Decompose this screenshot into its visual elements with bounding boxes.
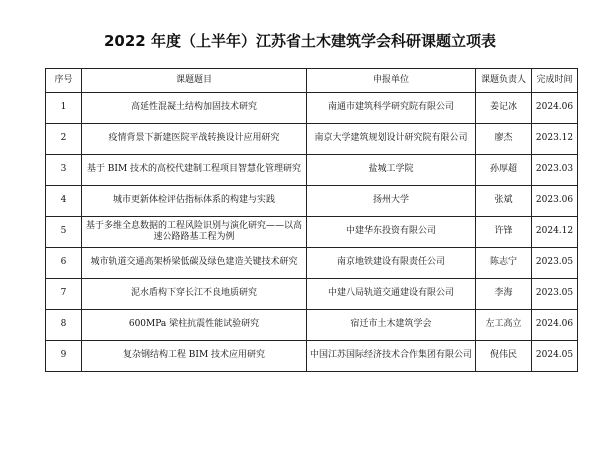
header-leader: 课题负责人: [476, 69, 532, 93]
table-header-row: [46, 69, 578, 93]
project-table: [45, 68, 578, 372]
row-leader: 陈志宁: [476, 248, 532, 279]
row-index: 5: [46, 217, 82, 248]
row-index: 6: [46, 248, 82, 279]
header-topic: 课题题目: [82, 69, 307, 93]
table-row: [46, 93, 578, 124]
table-row: [46, 186, 578, 217]
header-date: 完成时间: [532, 69, 578, 93]
row-index: 8: [46, 310, 82, 341]
row-unit: 南京大学建筑规划设计研究院有限公司: [307, 124, 476, 155]
row-topic: 城市更新体检评估指标体系的构建与实践: [82, 186, 307, 217]
page-title: 2022 年度（上半年）江苏省土木建筑学会科研课题立项表: [104, 32, 496, 50]
row-topic: 600MPa 梁柱抗震性能试验研究: [82, 310, 307, 341]
row-date: 2023.03: [532, 155, 578, 186]
row-index: 2: [46, 124, 82, 155]
table-row: [46, 217, 578, 248]
row-date: 2023.05: [532, 279, 578, 310]
row-unit: 扬州大学: [307, 186, 476, 217]
row-unit: 中国江苏国际经济技术合作集团有限公司: [307, 341, 476, 372]
row-leader: 廖杰: [476, 124, 532, 155]
row-index: 1: [46, 93, 82, 124]
table-row: [46, 310, 578, 341]
table-row: [46, 341, 578, 372]
row-unit: 宿迁市土木建筑学会: [307, 310, 476, 341]
row-unit: 盐城工学院: [307, 155, 476, 186]
row-index: 9: [46, 341, 82, 372]
row-leader: 倪伟民: [476, 341, 532, 372]
row-date: 2024.06: [532, 310, 578, 341]
row-date: 2024.06: [532, 93, 578, 124]
row-topic: 基于 BIM 技术的高校代建制工程项目智慧化管理研究: [82, 155, 307, 186]
row-topic: 疫情背景下新建医院平战转换设计应用研究: [82, 124, 307, 155]
row-index: 7: [46, 279, 82, 310]
row-index: 4: [46, 186, 82, 217]
header-unit: 申报单位: [307, 69, 476, 93]
row-topic: 复杂钢结构工程 BIM 技术应用研究: [82, 341, 307, 372]
row-leader: 许锋: [476, 217, 532, 248]
row-unit: 中建华东投资有限公司: [307, 217, 476, 248]
row-topic: 高延性混凝土结构加固技术研究: [82, 93, 307, 124]
table-row: [46, 124, 578, 155]
table-row: [46, 279, 578, 310]
row-unit: 南通市建筑科学研究院有限公司: [307, 93, 476, 124]
row-date: 2023.06: [532, 186, 578, 217]
row-date: 2024.05: [532, 341, 578, 372]
row-index: 3: [46, 155, 82, 186]
row-leader: 孙厚超: [476, 155, 532, 186]
row-date: 2023.05: [532, 248, 578, 279]
row-topic: 城市轨道交通高架桥梁低碳及绿色建造关键技术研究: [82, 248, 307, 279]
row-date: 2023.12: [532, 124, 578, 155]
row-unit: 南京地铁建设有限责任公司: [307, 248, 476, 279]
row-topic: 泥水盾构下穿长江不良地质研究: [82, 279, 307, 310]
header-index: 序号: [46, 69, 82, 93]
row-date: 2024.12: [532, 217, 578, 248]
row-leader: 姜记冰: [476, 93, 532, 124]
row-leader: 李海: [476, 279, 532, 310]
table-row: [46, 248, 578, 279]
row-leader: 左工高立: [476, 310, 532, 341]
table-row: [46, 155, 578, 186]
row-unit: 中建八局轨道交通建设有限公司: [307, 279, 476, 310]
row-topic: 基于多维全息数据的工程风险识别与演化研究——以高速公路路基工程为例: [82, 217, 307, 248]
row-leader: 张斌: [476, 186, 532, 217]
